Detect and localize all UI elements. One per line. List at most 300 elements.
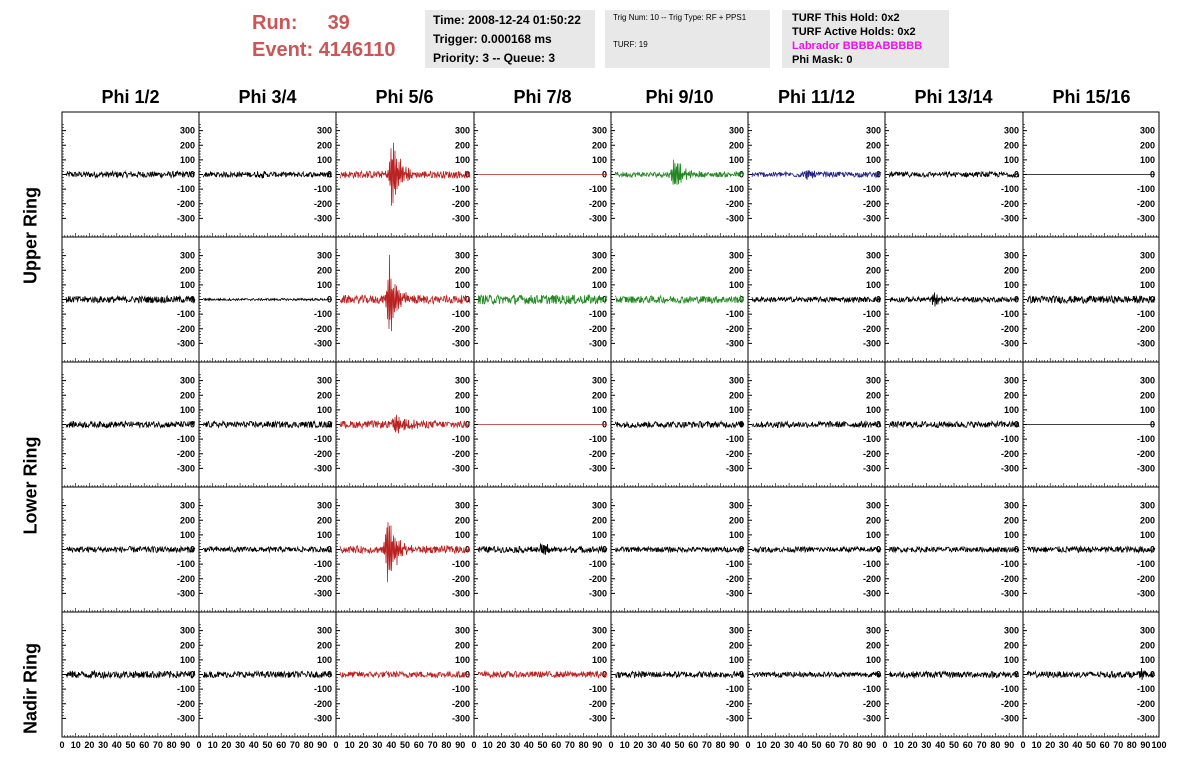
waveform-trace [1027, 296, 1155, 303]
y-tick-label: 300 [179, 250, 195, 261]
y-tick-label: 100 [454, 654, 470, 665]
y-tick-label: -200 [588, 323, 607, 334]
y-tick-label: 0 [1013, 544, 1019, 555]
y-tick-label: -200 [862, 448, 881, 459]
x-tick-label: 30 [98, 740, 109, 750]
panel-r1-c5 [611, 112, 748, 237]
y-tick-label: -100 [725, 434, 744, 445]
y-tick-label: 100 [728, 279, 744, 290]
y-tick-label: -200 [1000, 198, 1019, 209]
y-tick-label: -100 [725, 184, 744, 195]
labrador-text: Labrador BBBBABBBBB [792, 40, 923, 52]
y-tick-label: 0 [464, 419, 470, 430]
y-tick-label: 0 [601, 294, 607, 305]
y-tick-label: 300 [728, 125, 744, 136]
y-tick-label: -200 [176, 323, 195, 334]
waveform-trace [340, 415, 470, 434]
y-tick-label: -100 [1136, 684, 1155, 695]
panel-r4-c8 [1023, 487, 1159, 612]
panel-r4-c1 [62, 487, 199, 612]
x-tick-label: 60 [1099, 740, 1110, 750]
y-tick-label: 200 [1003, 640, 1019, 651]
y-tick-label: 0 [738, 544, 744, 555]
panel-r2-c5 [611, 237, 748, 362]
panel-r1-c3 [336, 112, 474, 237]
waveform-trace [340, 522, 470, 582]
waveform-trace [1027, 546, 1155, 552]
y-tick-label: -100 [588, 434, 607, 445]
panel-r5-c7 [885, 612, 1023, 737]
y-tick-label: 0 [189, 419, 195, 430]
turf-text: TURF: 19 [613, 40, 648, 49]
y-tick-label: -200 [451, 448, 470, 459]
y-tick-label: -300 [451, 463, 470, 474]
y-tick-label: -100 [176, 184, 195, 195]
y-tick-label: 100 [1139, 529, 1155, 540]
y-tick-label: -300 [176, 588, 195, 599]
x-tick-label: 20 [84, 740, 95, 750]
waveform-trace [752, 421, 881, 427]
panel-r2-c2 [199, 237, 336, 362]
x-tick-label: 30 [784, 740, 795, 750]
y-tick-label: 0 [875, 294, 881, 305]
y-tick-label: 100 [865, 154, 881, 165]
y-tick-label: 200 [865, 265, 881, 276]
x-tick-label: 10 [756, 740, 767, 750]
y-tick-label: 200 [316, 390, 332, 401]
y-tick-label: 0 [189, 294, 195, 305]
y-tick-label: 100 [316, 404, 332, 415]
y-tick-label: 100 [316, 654, 332, 665]
y-tick-label: 200 [1139, 140, 1155, 151]
x-tick-label: 80 [441, 740, 452, 750]
x-tick-label: 60 [413, 740, 424, 750]
y-tick-label: 0 [875, 544, 881, 555]
y-tick-label: -300 [862, 588, 881, 599]
x-tick-label: 40 [111, 740, 122, 750]
y-tick-label: -300 [725, 588, 744, 599]
y-tick-label: 100 [1003, 529, 1019, 540]
x-tick-label: 0 [882, 740, 888, 750]
x-tick-label: 80 [715, 740, 726, 750]
panel-r5-c5 [611, 612, 748, 737]
y-tick-label: 0 [738, 669, 744, 680]
y-tick-label: 300 [865, 375, 881, 386]
x-tick-label: 70 [976, 740, 987, 750]
x-tick-label: 60 [276, 740, 287, 750]
y-tick-label: -200 [1136, 323, 1155, 334]
x-tick-label: 40 [248, 740, 259, 750]
x-tick-label: 80 [578, 740, 589, 750]
y-tick-label: -300 [313, 338, 332, 349]
y-tick-label: -200 [725, 448, 744, 459]
y-tick-label: -100 [862, 434, 881, 445]
y-tick-label: 300 [865, 250, 881, 261]
y-tick-label: 0 [601, 169, 607, 180]
x-tick-label: 50 [948, 740, 960, 750]
y-tick-label: -100 [725, 309, 744, 320]
y-tick-label: 300 [316, 375, 332, 386]
y-tick-label: 0 [326, 544, 332, 555]
y-tick-label: -100 [451, 559, 470, 570]
y-tick-label: 200 [728, 265, 744, 276]
y-tick-label: 200 [316, 265, 332, 276]
y-tick-label: 100 [591, 154, 607, 165]
x-tick-label: 60 [688, 740, 699, 750]
panel-r3-c5 [611, 362, 748, 487]
y-tick-label: -100 [451, 684, 470, 695]
y-tick-label: -200 [1000, 448, 1019, 459]
waveform-trace [615, 160, 744, 185]
y-tick-label: -100 [313, 559, 332, 570]
y-tick-label: 100 [454, 279, 470, 290]
y-tick-label: 0 [1013, 294, 1019, 305]
y-tick-label: -200 [725, 323, 744, 334]
y-tick-label: -300 [451, 588, 470, 599]
x-tick-label: 10 [619, 740, 630, 750]
phi-mask-text: Phi Mask: 0 [792, 54, 853, 66]
y-tick-label: -200 [862, 573, 881, 584]
waveform-trace [889, 169, 1019, 180]
x-tick-label: 70 [564, 740, 575, 750]
x-tick-label: 40 [660, 740, 671, 750]
y-tick-label: -300 [1136, 463, 1155, 474]
y-tick-label: 0 [738, 294, 744, 305]
y-tick-label: 100 [728, 154, 744, 165]
x-tick-label: 30 [372, 740, 383, 750]
column-header-7: Phi 13/14 [914, 87, 993, 107]
x-tick-label: 10 [207, 740, 218, 750]
panel-r5-c6 [748, 612, 885, 737]
y-tick-label: 0 [1149, 419, 1155, 430]
y-tick-label: 300 [1139, 250, 1155, 261]
x-tick-label: 20 [496, 740, 507, 750]
trig-num-text: Trig Num: 10 -- Trig Type: RF + PPS1 [613, 13, 747, 22]
y-tick-label: 200 [865, 390, 881, 401]
y-tick-label: 200 [728, 390, 744, 401]
y-tick-label: -200 [176, 198, 195, 209]
ring-label-lower: Lower Ring [20, 436, 41, 535]
panel-r5-c1 [62, 612, 199, 737]
y-tick-label: 200 [865, 640, 881, 651]
y-tick-label: 300 [179, 625, 195, 636]
y-tick-label: 0 [1013, 669, 1019, 680]
y-tick-label: 0 [189, 169, 195, 180]
waveform-trace [66, 296, 195, 303]
y-tick-label: 100 [1139, 654, 1155, 665]
y-tick-label: -300 [588, 713, 607, 724]
y-tick-label: 300 [591, 125, 607, 136]
x-tick-label: 10 [70, 740, 81, 750]
x-tick-label: 20 [221, 740, 232, 750]
y-tick-label: -100 [588, 684, 607, 695]
column-header-4: Phi 7/8 [513, 87, 572, 107]
panel-r5-c4 [474, 612, 611, 737]
x-tick-label: 40 [1072, 740, 1083, 750]
x-tick-label: 80 [852, 740, 863, 750]
y-tick-label: -300 [862, 213, 881, 224]
y-tick-label: 300 [1003, 375, 1019, 386]
y-tick-label: 100 [591, 404, 607, 415]
y-tick-label: -200 [176, 573, 195, 584]
y-tick-label: -200 [588, 198, 607, 209]
y-tick-label: 0 [875, 419, 881, 430]
y-tick-label: 100 [865, 654, 881, 665]
y-tick-label: 300 [179, 125, 195, 136]
y-tick-label: -100 [1000, 434, 1019, 445]
y-tick-label: -300 [1136, 713, 1155, 724]
y-tick-label: 200 [1139, 640, 1155, 651]
x-tick-label: 0 [333, 740, 339, 750]
panel-r3-c3 [336, 362, 474, 487]
y-tick-label: -300 [1136, 338, 1155, 349]
y-tick-label: 100 [179, 154, 195, 165]
y-tick-label: 200 [454, 265, 470, 276]
x-tick-label: 30 [235, 740, 246, 750]
y-tick-label: -300 [1000, 713, 1019, 724]
y-tick-label: -300 [588, 588, 607, 599]
column-header-2: Phi 3/4 [238, 87, 297, 107]
y-tick-label: 200 [591, 140, 607, 151]
y-tick-label: -200 [862, 198, 881, 209]
x-tick-label: 50 [811, 740, 822, 750]
x-tick-label: 80 [1126, 740, 1137, 750]
y-tick-label: -300 [313, 713, 332, 724]
y-tick-label: -100 [451, 309, 470, 320]
panel-r1-c6 [748, 112, 885, 237]
y-tick-label: -100 [1000, 184, 1019, 195]
y-tick-label: 0 [601, 419, 607, 430]
panel-r3-c7 [885, 362, 1023, 487]
panel-r5-c8 [1023, 612, 1159, 737]
y-tick-label: -300 [313, 588, 332, 599]
y-tick-label: 100 [865, 404, 881, 415]
y-tick-label: 300 [1139, 500, 1155, 511]
y-tick-label: 0 [1149, 544, 1155, 555]
x-tick-label: 40 [935, 740, 946, 750]
y-tick-label: 0 [601, 669, 607, 680]
waveform-trace [340, 143, 470, 206]
y-tick-label: -200 [1136, 573, 1155, 584]
waveform-trace [615, 547, 744, 552]
y-tick-label: -100 [451, 184, 470, 195]
y-tick-label: 300 [1139, 125, 1155, 136]
column-header-1: Phi 1/2 [101, 87, 160, 107]
y-tick-label: 100 [316, 529, 332, 540]
y-tick-label: 200 [865, 515, 881, 526]
waveform-trace [889, 547, 1019, 552]
x-tick-label: 20 [1045, 740, 1056, 750]
event-value: 4146110 [318, 39, 396, 61]
y-tick-label: 100 [454, 404, 470, 415]
y-tick-label: 100 [454, 154, 470, 165]
x-tick-label: 30 [921, 740, 932, 750]
y-tick-label: 0 [189, 669, 195, 680]
y-tick-label: -200 [313, 448, 332, 459]
waveform-trace [66, 546, 195, 552]
waveform-trace [752, 297, 881, 302]
y-tick-label: -300 [588, 213, 607, 224]
y-tick-label: -200 [1000, 323, 1019, 334]
x-tick-label: 60 [825, 740, 836, 750]
waveform-trace [203, 671, 332, 677]
x-tick-label: 20 [770, 740, 781, 750]
y-tick-label: -300 [725, 463, 744, 474]
y-tick-label: -300 [1136, 588, 1155, 599]
y-tick-label: 100 [1003, 404, 1019, 415]
waveform-trace [752, 171, 881, 180]
y-tick-label: -300 [725, 713, 744, 724]
y-tick-label: 300 [591, 250, 607, 261]
y-tick-label: -100 [313, 434, 332, 445]
y-tick-label: 0 [464, 544, 470, 555]
y-tick-label: -100 [313, 184, 332, 195]
x-tick-label: 60 [962, 740, 973, 750]
x-tick-label: 90 [866, 740, 877, 750]
y-tick-label: -100 [725, 559, 744, 570]
y-tick-label: 300 [1139, 375, 1155, 386]
y-tick-label: 200 [1003, 390, 1019, 401]
x-tick-label: 90 [1140, 740, 1151, 750]
y-tick-label: -100 [1136, 434, 1155, 445]
y-tick-label: 100 [316, 154, 332, 165]
panel-r2-c3 [336, 237, 474, 362]
x-tick-label: 70 [152, 740, 163, 750]
waveform-trace [66, 421, 195, 427]
x-tick-label: 80 [990, 740, 1001, 750]
y-tick-label: 200 [728, 640, 744, 651]
y-tick-label: -100 [862, 184, 881, 195]
y-tick-label: -300 [176, 338, 195, 349]
waveform-trace [615, 296, 744, 303]
y-tick-label: -100 [1000, 309, 1019, 320]
waveform-trace [478, 295, 607, 304]
x-tick-label: 10 [344, 740, 355, 750]
y-tick-label: 300 [728, 375, 744, 386]
panel-r2-c8 [1023, 237, 1159, 362]
y-tick-label: 200 [454, 140, 470, 151]
waveform-trace [66, 171, 195, 177]
y-tick-label: 200 [454, 515, 470, 526]
y-tick-label: -100 [1136, 184, 1155, 195]
x-tick-label: 100 [1151, 740, 1167, 750]
x-tick-label: 90 [317, 740, 328, 750]
x-tick-label: 90 [592, 740, 603, 750]
y-tick-label: 0 [189, 544, 195, 555]
y-tick-label: 300 [454, 125, 470, 136]
panel-r3-c8 [1023, 362, 1159, 487]
waveform-trace [889, 671, 1019, 677]
panel-r3-c1 [62, 362, 199, 487]
panel-r3-c2 [199, 362, 336, 487]
waveform-trace [615, 421, 744, 427]
y-tick-label: 0 [326, 669, 332, 680]
x-tick-label: 60 [551, 740, 562, 750]
panel-r2-c6 [748, 237, 885, 362]
y-tick-label: -100 [1000, 559, 1019, 570]
y-tick-label: 0 [875, 169, 881, 180]
waveform-trace [340, 255, 470, 331]
y-tick-label: 200 [179, 390, 195, 401]
y-tick-label: -300 [451, 213, 470, 224]
panel-r1-c1 [62, 112, 199, 237]
column-header-8: Phi 15/16 [1052, 87, 1131, 107]
x-tick-label: 80 [303, 740, 314, 750]
waveform-trace [478, 544, 607, 555]
y-tick-label: -100 [176, 559, 195, 570]
y-tick-label: 0 [326, 419, 332, 430]
run-value: 39 [327, 12, 350, 34]
x-tick-label: 20 [633, 740, 644, 750]
y-tick-label: 100 [591, 279, 607, 290]
y-tick-label: -200 [451, 323, 470, 334]
y-tick-label: 200 [179, 640, 195, 651]
x-tick-label: 0 [471, 740, 477, 750]
y-tick-label: 0 [1013, 419, 1019, 430]
x-tick-label: 30 [510, 740, 521, 750]
y-tick-label: -300 [1000, 338, 1019, 349]
y-tick-label: -100 [313, 684, 332, 695]
y-tick-label: -300 [313, 463, 332, 474]
x-tick-label: 90 [729, 740, 740, 750]
waveform-trace [66, 671, 195, 678]
ring-label-nadir: Nadir Ring [20, 643, 41, 735]
y-tick-label: -100 [176, 434, 195, 445]
x-tick-label: 40 [523, 740, 534, 750]
y-tick-label: 100 [728, 529, 744, 540]
y-tick-label: -200 [725, 698, 744, 709]
y-tick-label: 200 [1003, 515, 1019, 526]
waveform-trace [478, 671, 607, 677]
x-tick-label: 0 [745, 740, 751, 750]
y-tick-label: -100 [176, 684, 195, 695]
y-tick-label: 100 [1139, 279, 1155, 290]
y-tick-label: 0 [326, 169, 332, 180]
x-tick-label: 0 [196, 740, 202, 750]
waveform-trace [889, 421, 1019, 427]
y-tick-label: -200 [313, 198, 332, 209]
y-tick-label: -100 [176, 309, 195, 320]
y-tick-label: -100 [862, 309, 881, 320]
panel-r3-c6 [748, 362, 885, 487]
y-tick-label: -200 [1000, 573, 1019, 584]
y-tick-label: -300 [1000, 213, 1019, 224]
y-tick-label: 200 [1139, 390, 1155, 401]
panel-r2-c7 [885, 237, 1023, 362]
y-tick-label: -100 [1136, 309, 1155, 320]
y-tick-label: -100 [862, 684, 881, 695]
y-tick-label: -100 [588, 309, 607, 320]
panel-r1-c8 [1023, 112, 1159, 237]
y-tick-label: 0 [464, 294, 470, 305]
y-tick-label: 200 [316, 140, 332, 151]
x-tick-label: 80 [166, 740, 177, 750]
x-tick-label: 50 [399, 740, 411, 750]
y-tick-label: -100 [588, 559, 607, 570]
x-tick-label: 30 [1058, 740, 1069, 750]
y-tick-label: -300 [176, 713, 195, 724]
y-tick-label: 0 [1149, 294, 1155, 305]
y-tick-label: 0 [1013, 169, 1019, 180]
x-tick-label: 50 [125, 740, 136, 750]
y-tick-label: -100 [725, 684, 744, 695]
y-tick-label: -100 [1136, 559, 1155, 570]
waveform-trace [203, 171, 332, 178]
y-tick-label: -300 [176, 463, 195, 474]
y-tick-label: 0 [1149, 669, 1155, 680]
panel-r2-c4 [474, 237, 611, 362]
y-tick-label: 0 [738, 419, 744, 430]
